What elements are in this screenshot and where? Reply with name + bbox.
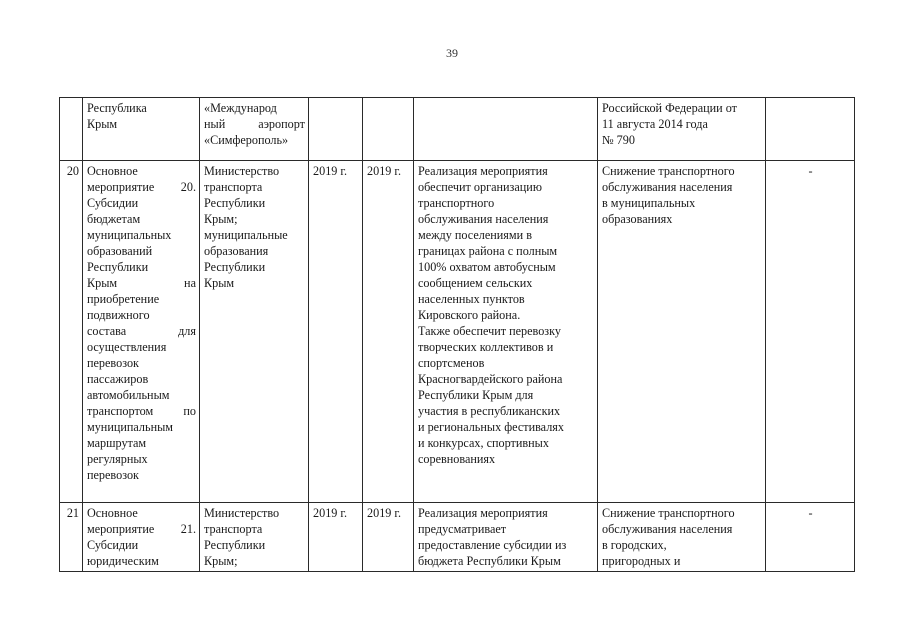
cell-consequence — [598, 161, 766, 503]
cell-text: 2019 г. — [367, 164, 402, 178]
cell-activity — [83, 161, 200, 503]
cell-line: спортсменов — [418, 356, 485, 370]
cell-text: 2019 г. — [367, 506, 402, 520]
cell-result — [414, 503, 598, 572]
cell-line: и региональных фестивалях — [418, 420, 564, 434]
cell-line: Министерство — [204, 164, 280, 178]
cell-text: - — [808, 506, 813, 520]
cell-line: Министерство — [204, 506, 280, 520]
cell-result — [414, 98, 598, 161]
cell-num — [60, 161, 83, 503]
cell-line: Республики Крым для — [418, 388, 534, 402]
cell-line: состава для — [87, 324, 196, 338]
cell-line: приобретение — [87, 292, 160, 306]
table-row — [60, 98, 855, 161]
cell-executor — [200, 161, 309, 503]
cell-line: обслуживания населения — [602, 522, 733, 536]
table-body — [60, 98, 855, 572]
cell-line: границах района с полным — [418, 244, 558, 258]
cell-line: мероприятие 20. — [87, 180, 196, 194]
cell-line: образования — [204, 244, 269, 258]
cell-text: 2019 г. — [313, 506, 348, 520]
cell-line: пригородных и — [602, 554, 681, 568]
cell-line: автомобильным — [87, 388, 170, 402]
cell-line: обслуживания населения — [602, 180, 733, 194]
cell-line: юридическим — [87, 554, 159, 568]
cell-line: транспортного — [418, 196, 495, 210]
cell-line: Основное — [87, 164, 138, 178]
cell-line: Снижение транспортного — [602, 164, 735, 178]
cell-end — [363, 98, 414, 161]
cell-text: - — [808, 164, 813, 178]
cell-line: соревнованиях — [418, 452, 496, 466]
cell-line: перевозок — [87, 468, 139, 482]
cell-text: 2019 г. — [313, 164, 348, 178]
cell-link — [766, 98, 855, 161]
cell-text: 20 — [66, 164, 79, 178]
cell-end — [363, 503, 414, 572]
cell-line: бюджетам — [87, 212, 141, 226]
cell-line: бюджета Республики Крым — [418, 554, 561, 568]
table-row — [60, 503, 855, 572]
cell-line: Республики — [204, 196, 266, 210]
cell-line: сообщением сельских — [418, 276, 533, 290]
cell-line: Крым; — [204, 212, 238, 226]
cell-link — [766, 161, 855, 503]
cell-start — [309, 98, 363, 161]
cell-line: Снижение транспортного — [602, 506, 735, 520]
cell-line: Республики — [204, 538, 266, 552]
cell-text: 21 — [66, 506, 79, 520]
cell-line: Реализация мероприятия — [418, 506, 548, 520]
cell-start — [309, 161, 363, 503]
cell-line: маршрутам — [87, 436, 147, 450]
activities-table — [59, 97, 855, 572]
cell-line: «Международ — [204, 101, 277, 115]
cell-line: Республики — [87, 260, 149, 274]
cell-line: Крым — [87, 117, 118, 131]
cell-line: Российской Федерации от — [602, 101, 737, 115]
cell-line: транспорта — [204, 522, 263, 536]
cell-line: транспортом по — [87, 404, 196, 418]
cell-result — [414, 161, 598, 503]
cell-activity — [83, 503, 200, 572]
cell-line: осуществления — [87, 340, 167, 354]
cell-line: муниципальным — [87, 420, 173, 434]
cell-line: обслуживания населения — [418, 212, 549, 226]
cell-line: Реализация мероприятия — [418, 164, 548, 178]
cell-line: в городских, — [602, 538, 667, 552]
table-row — [60, 161, 855, 503]
cell-line: регулярных — [87, 452, 148, 466]
cell-line: Крым; — [204, 554, 238, 568]
cell-line: муниципальные — [204, 228, 288, 242]
cell-line: Республика — [87, 101, 147, 115]
cell-line: ный аэропорт — [204, 117, 305, 131]
cell-consequence — [598, 98, 766, 161]
cell-line: 11 августа 2014 года — [602, 117, 708, 131]
page-number: 39 — [446, 46, 458, 60]
cell-line: населенных пунктов — [418, 292, 525, 306]
cell-line: между поселениями в — [418, 228, 532, 242]
cell-line: Основное — [87, 506, 138, 520]
cell-consequence — [598, 503, 766, 572]
cell-line: Субсидии — [87, 538, 139, 552]
cell-line: в муниципальных — [602, 196, 696, 210]
cell-line: Также обеспечит перевозку — [418, 324, 561, 338]
cell-line: муниципальных — [87, 228, 172, 242]
cell-link — [766, 503, 855, 572]
cell-activity — [83, 98, 200, 161]
cell-line: 100% охватом автобусным — [418, 260, 556, 274]
cell-line: Республики — [204, 260, 266, 274]
cell-line: Крым на — [87, 276, 196, 290]
cell-num — [60, 503, 83, 572]
cell-line: Красногвардейского района — [418, 372, 563, 386]
cell-line: образованиях — [602, 212, 673, 226]
cell-executor — [200, 503, 309, 572]
cell-line: предоставление субсидии из — [418, 538, 567, 552]
cell-end — [363, 161, 414, 503]
cell-line: подвижного — [87, 308, 150, 322]
cell-line: № 790 — [602, 133, 635, 147]
cell-line: мероприятие 21. — [87, 522, 196, 536]
cell-line: перевозок — [87, 356, 139, 370]
cell-line: и конкурсах, спортивных — [418, 436, 549, 450]
cell-line: участия в республиканских — [418, 404, 561, 418]
cell-line: творческих коллективов и — [418, 340, 554, 354]
cell-line: образований — [87, 244, 153, 258]
cell-line: «Симферополь» — [204, 133, 289, 147]
cell-line: предусматривает — [418, 522, 507, 536]
cell-start — [309, 503, 363, 572]
cell-line: транспорта — [204, 180, 263, 194]
cell-line: Крым — [204, 276, 235, 290]
cell-num — [60, 98, 83, 161]
cell-line: пассажиров — [87, 372, 149, 386]
cell-executor — [200, 98, 309, 161]
cell-line: обеспечит организацию — [418, 180, 542, 194]
cell-line: Субсидии — [87, 196, 139, 210]
cell-line: Кировского района. — [418, 308, 521, 322]
